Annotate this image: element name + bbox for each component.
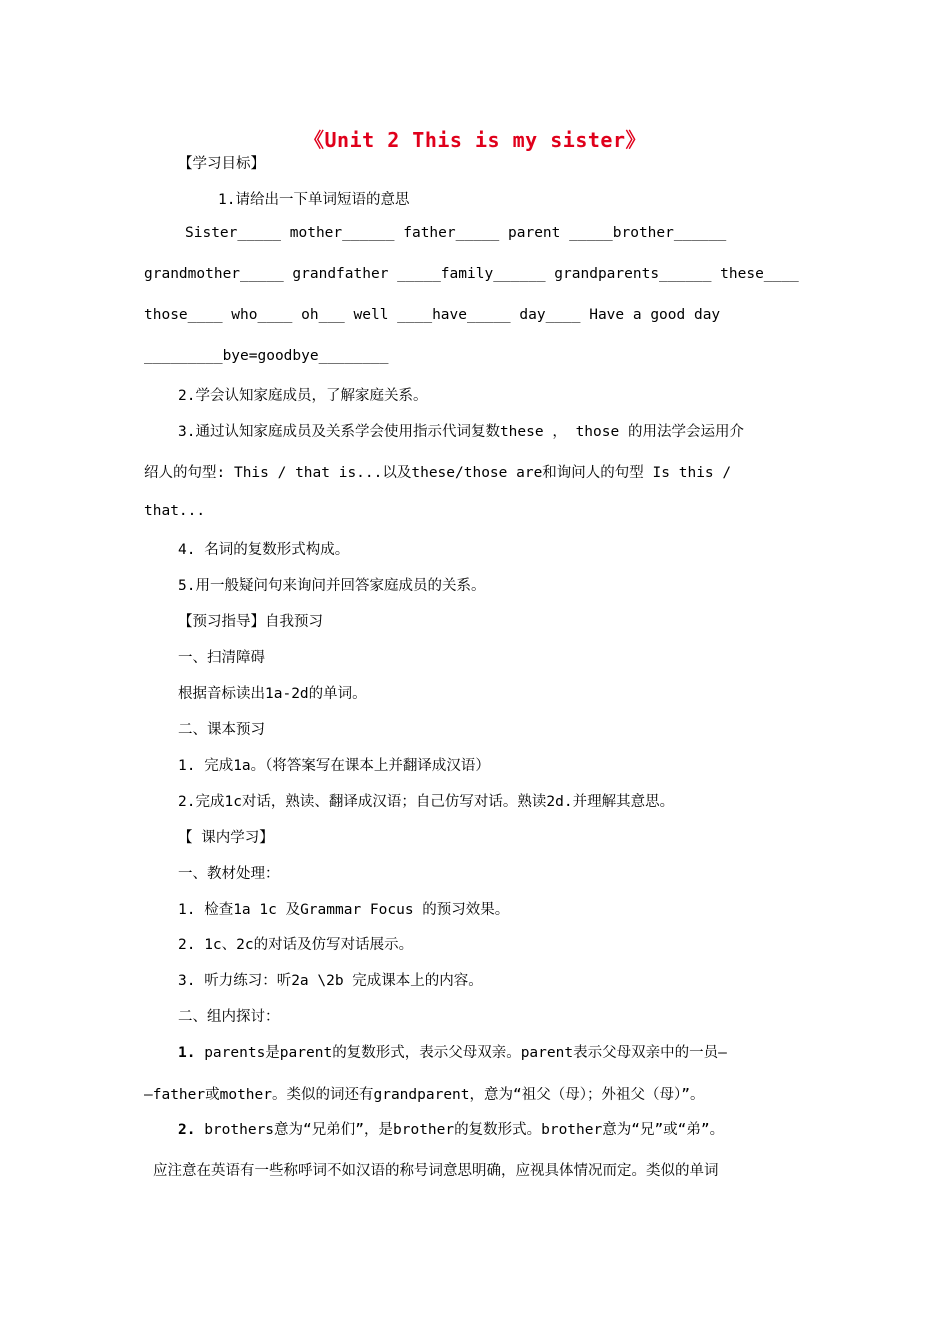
preview-section-1: 一、扫清障碍 — [178, 650, 265, 666]
inclass-item-3: 3. 听力练习：听2a \2b 完成课本上的内容。 — [178, 973, 483, 989]
objective-item-5: 5.用一般疑问句来询问并回答家庭成员的关系。 — [178, 578, 486, 594]
inclass-heading: 【 课内学习】 — [178, 830, 274, 846]
objective-item-3-line-3: that... — [144, 503, 206, 519]
inclass-section-2: 二、组内探讨： — [178, 1009, 280, 1025]
preview-item-1: 1. 完成1a。（将答案写在课本上并翻译成汉语） — [178, 758, 490, 774]
objectives-heading: 【学习目标】 — [178, 156, 265, 172]
vocab-line-3: those____ who____ oh___ well ____have_____ day____ Have a good day — [144, 307, 721, 323]
vocab-line-4: _________bye=goodbye________ — [144, 348, 389, 364]
preview-section-2: 二、课本预习 — [178, 722, 265, 738]
discussion-item-2 — [178, 1118, 724, 1139]
vocab-line-2: grandmother_____ grandfather _____family______ grandparents______ these____ — [144, 266, 799, 282]
preview-heading: 【预习指导】自我预习 — [178, 614, 323, 630]
document-title: 《Unit 2 This is my sister》 — [304, 128, 646, 152]
preview-item-2: 2.完成1c对话，熟读、翻译成汉语；自己仿写对话。熟读2d.并理解其意思。 — [178, 794, 675, 810]
discussion-item-2-text: brothers意为“兄弟们”，是brother的复数形式。brother意为“兄”或“弟”。 — [204, 1122, 725, 1138]
discussion-item-1-continued: —father或mother。类似的词还有grandparent，意为“祖父（母）；外祖父（母）”。 — [144, 1087, 705, 1103]
objective-item-3-line-1: 3.通过认知家庭成员及关系学会使用指示代词复数these ， those 的用法学会运用介 — [178, 424, 744, 440]
discussion-item-2-number: 2. — [178, 1122, 196, 1138]
objective-item-1: 1.请给出一下单词短语的意思 — [218, 192, 410, 208]
objective-item-2: 2.学会认知家庭成员，了解家庭关系。 — [178, 388, 428, 404]
vocab-line-1: Sister_____ mother______ father_____ parent _____brother______ — [185, 225, 727, 241]
discussion-item-1-text: parents是parent的复数形式，表示父母双亲。parent表示父母双亲中的一员— — [204, 1045, 727, 1061]
inclass-section-1: 一、教材处理： — [178, 866, 280, 882]
inclass-item-1: 1. 检查1a 1c 及Grammar Focus 的预习效果。 — [178, 902, 510, 918]
preview-section-1-text: 根据音标读出1a-2d的单词。 — [178, 686, 367, 702]
discussion-item-1-number: 1. — [178, 1045, 196, 1061]
objective-item-4: 4. 名词的复数形式构成。 — [178, 542, 350, 558]
discussion-item-1 — [178, 1041, 727, 1062]
objective-item-3-line-2: 绍人的句型: This / that is...以及these/those are和询问人的句型 Is this / — [144, 465, 732, 481]
discussion-item-2-continued: 应注意在英语有一些称呼词不如汉语的称号词意思明确，应视具体情况而定。类似的单词 — [153, 1163, 719, 1179]
inclass-item-2: 2. 1c、2c的对话及仿写对话展示。 — [178, 937, 414, 953]
